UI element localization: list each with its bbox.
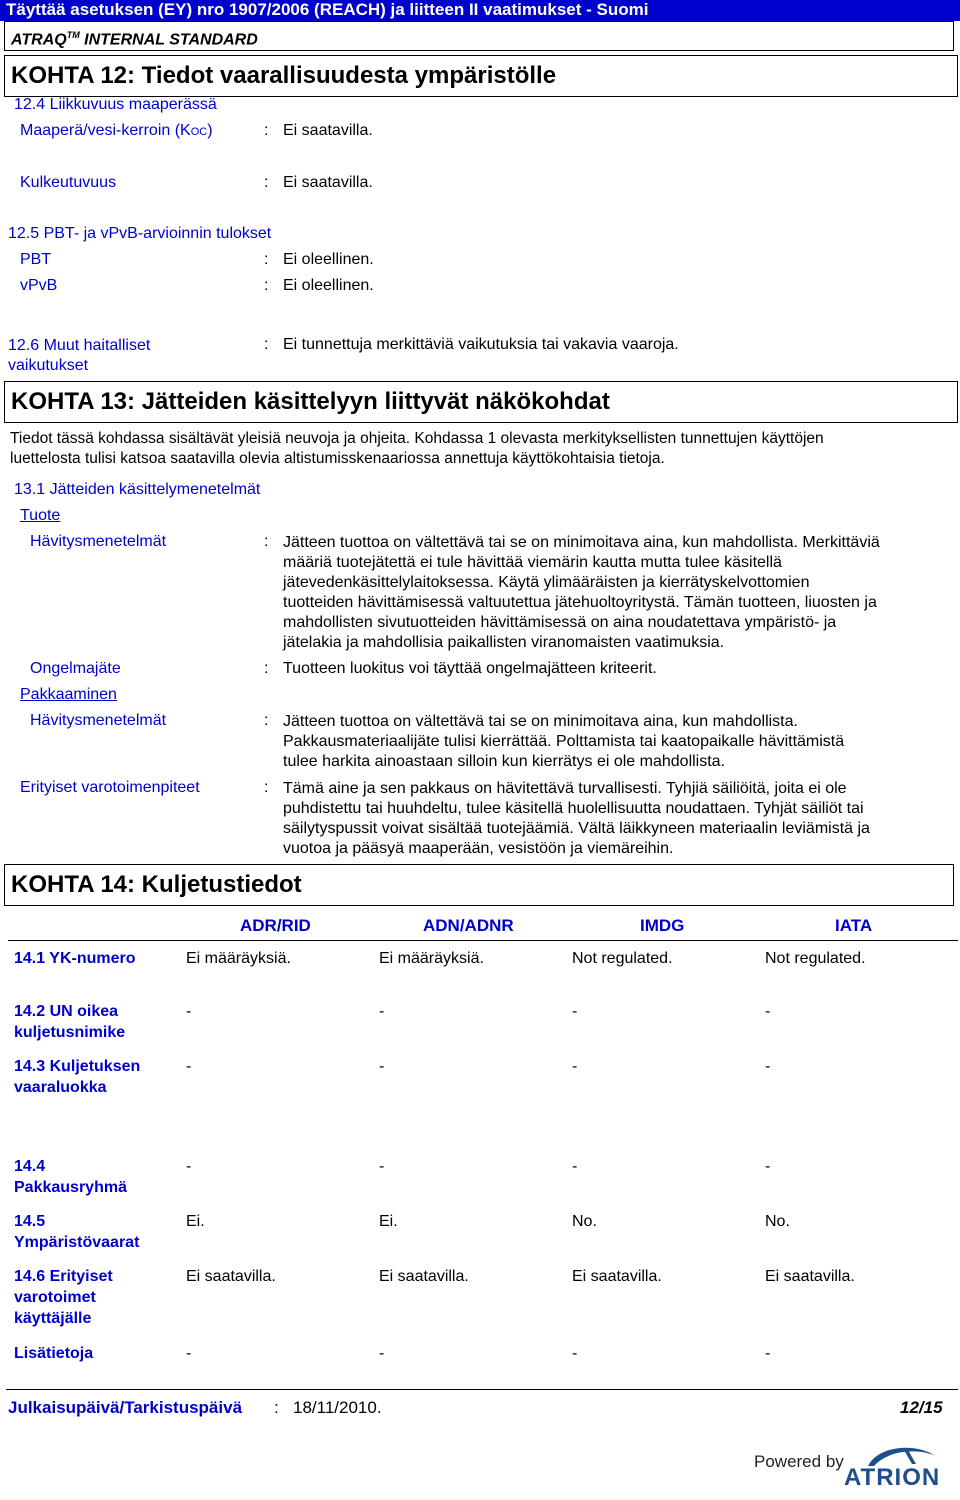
colon: : [264,779,269,796]
mobility-value: Ei saatavilla. [283,174,373,191]
row-label-14-3: 14.3 Kuljetuksen vaaraluokka [14,1058,141,1096]
colon: : [264,712,269,729]
regulation-banner: Täyttää asetuksen (EY) nro 1907/2006 (REACH) ja liitteen II vaatimukset - Suomi [0,0,960,21]
table-cell: - [379,1058,385,1075]
colon: : [264,336,269,353]
table-cell: - [186,1158,192,1175]
table-cell: Ei saatavilla. [572,1268,662,1285]
table-cell: Ei saatavilla. [186,1268,276,1285]
table-cell: - [765,1058,771,1075]
standard-box [4,21,954,51]
standard-prefix: ATRAQ [11,31,67,49]
table-cell: - [572,1158,578,1175]
table-cell: Ei saatavilla. [379,1268,469,1285]
table-cell: - [765,1345,771,1362]
table-cell: No. [572,1213,597,1230]
hazardous-waste-value: Tuotteen luokitus voi täyttää ongelmajätteen kriteerit. [283,660,657,677]
table-cell: Ei. [186,1213,205,1230]
section-13-intro: Tiedot tässä kohdassa sisältävät yleisiä neuvoja ja ohjeita. Kohdassa 1 olevasta merkityksellisten tunnettujen käyttöjen luettelosta tulisi katsoa saatavilla olevia altistumisskenaariossa annettuja käyttökohtaisia tietoja. [10,430,824,467]
atrion-logo-text: ATRION [844,1464,941,1491]
column-header-adr: ADR/RID [240,916,311,935]
colon: : [264,533,269,550]
koc-label: Maaperä/vesi-kerroin (KOC) [20,122,213,139]
table-cell: - [765,1158,771,1175]
mobility-label: Kulkeutuvuus [20,174,117,191]
hazardous-waste-label: Ongelmajäte [30,660,121,677]
other-effects-value: Ei tunnettuja merkittäviä vaikutuksia tai vakavia vaaroja. [283,336,679,353]
vpvb-label: vPvB [20,277,58,294]
section-13-title: KOHTA 13: Jätteiden käsittelyyn liittyvät näkökohdat [4,381,958,423]
atrion-logo [844,1440,954,1490]
pack-disposal-label: Hävitysmenetelmät [30,712,167,729]
colon: : [264,251,269,268]
disposal-label: Hävitysmenetelmät [30,533,167,550]
table-cell: - [186,1003,192,1020]
colon: : [264,122,269,139]
subsection-13-1: 13.1 Jätteiden käsittelymenetelmät [14,481,261,498]
page-number: 12/15 [900,1398,943,1417]
row-label-14-1: 14.1 YK-numero [14,950,136,967]
column-header-iata: IATA [835,916,873,935]
table-cell: - [765,1003,771,1020]
disposal-text: Jätteen tuottoa on vältettävä tai se on minimoitava aina, kun mahdollista. Merkittäviä määriä tuotejätettä ei tule hävittää viemärin kautta mutta tulee käsitellä jätevedenkäsittelylaitoksessa. Käytä ylimääräisten ja kierrätyskelvottomien tuotteiden hävittämisessä valtuutettua jätehuoltoyritystä. Tämän tuotteen, liuosten ja mahdollisten sivutuotteiden hävittämisessä on aina noudatettava ympäristö- ja jätelakia ja mahdollisia paikallisten viranomaisten vaatimuksia. [283,534,880,651]
table-cell: No. [765,1213,790,1230]
table-cell: - [379,1345,385,1362]
colon: : [264,277,269,294]
row-label-14-6: 14.6 Erityiset varotoimet käyttäjälle [14,1268,113,1327]
footer-colon: : [274,1398,279,1417]
footer-date-value: 18/11/2010. [293,1398,382,1417]
packaging-heading: Pakkaaminen [20,686,117,703]
subsection-12-6: 12.6 Muut haitalliset vaikutukset [8,337,151,374]
table-cell: Not regulated. [572,950,673,967]
row-label-14-2: 14.2 UN oikea kuljetusnimike [14,1003,126,1041]
precautions-label: Erityiset varotoimenpiteet [20,779,200,796]
table-cell: - [572,1058,578,1075]
row-label-14-4: 14.4 Pakkausryhmä [14,1158,127,1196]
product-heading: Tuote [20,507,61,524]
table-cell: Ei määräyksiä. [186,950,291,967]
pbt-value: Ei oleellinen. [283,251,374,268]
pbt-label: PBT [20,251,52,268]
table-cell: - [186,1345,192,1362]
standard-tm: TM [66,30,80,40]
vpvb-value: Ei oleellinen. [283,277,374,294]
column-header-adn: ADN/ADNR [423,916,514,935]
row-label-14-5: 14.5 Ympäristövaarat [14,1213,140,1251]
subsection-12-5: 12.5 PBT- ja vPvB-arvioinnin tulokset [8,225,272,242]
colon: : [264,174,269,191]
footer-date-label: Julkaisupäivä/Tarkistuspäivä [8,1398,243,1417]
section-12-title: KOHTA 12: Tiedot vaarallisuudesta ympäristölle [4,55,958,97]
koc-value: Ei saatavilla. [283,122,373,139]
standard-suffix: INTERNAL STANDARD [84,31,258,49]
table-cell: - [379,1158,385,1175]
column-header-imdg: IMDG [640,916,685,935]
table-cell: - [572,1003,578,1020]
pack-disposal-text: Jätteen tuottoa on vältettävä tai se on minimoitava aina, kun mahdollista. Pakkausmateriaalijäte tulisi kierrättää. Polttamista tai kaatopaikalle hävittämistä tulee harkita ainoastaan silloin kun kierrätys ei ole mahdollista. [283,713,845,770]
table-header-rule [8,940,958,941]
precautions-text: Tämä aine ja sen pakkaus on hävitettävä turvallisesti. Tyhjiä säiliöitä, joita ei ole puhdistettu tai huuhdeltu, tulee käsitellä huolellisuutta noudattaen. Tyhjät säiliöt tai säilytyspussit voivat sisältää tuotejäämiä. Vältä läikkyneen materiaalin leviämistä ja vuotoa ja pääsyä maaperään, vesistöön ja viemäreihin. [283,780,870,857]
table-cell: Ei. [379,1213,398,1230]
table-cell: Not regulated. [765,950,866,967]
footer-rule [6,1389,958,1390]
table-cell: - [186,1058,192,1075]
table-cell: Ei määräyksiä. [379,950,484,967]
section-14-title: KOHTA 14: Kuljetustiedot [4,864,954,906]
table-cell: - [379,1003,385,1020]
table-cell: Ei saatavilla. [765,1268,855,1285]
table-cell: - [572,1345,578,1362]
colon: : [264,660,269,677]
subsection-12-4: 12.4 Liikkuvuus maaperässä [14,96,217,113]
powered-by-text: Powered by [754,1452,844,1471]
row-label-additional-info: Lisätietoja [14,1345,94,1362]
